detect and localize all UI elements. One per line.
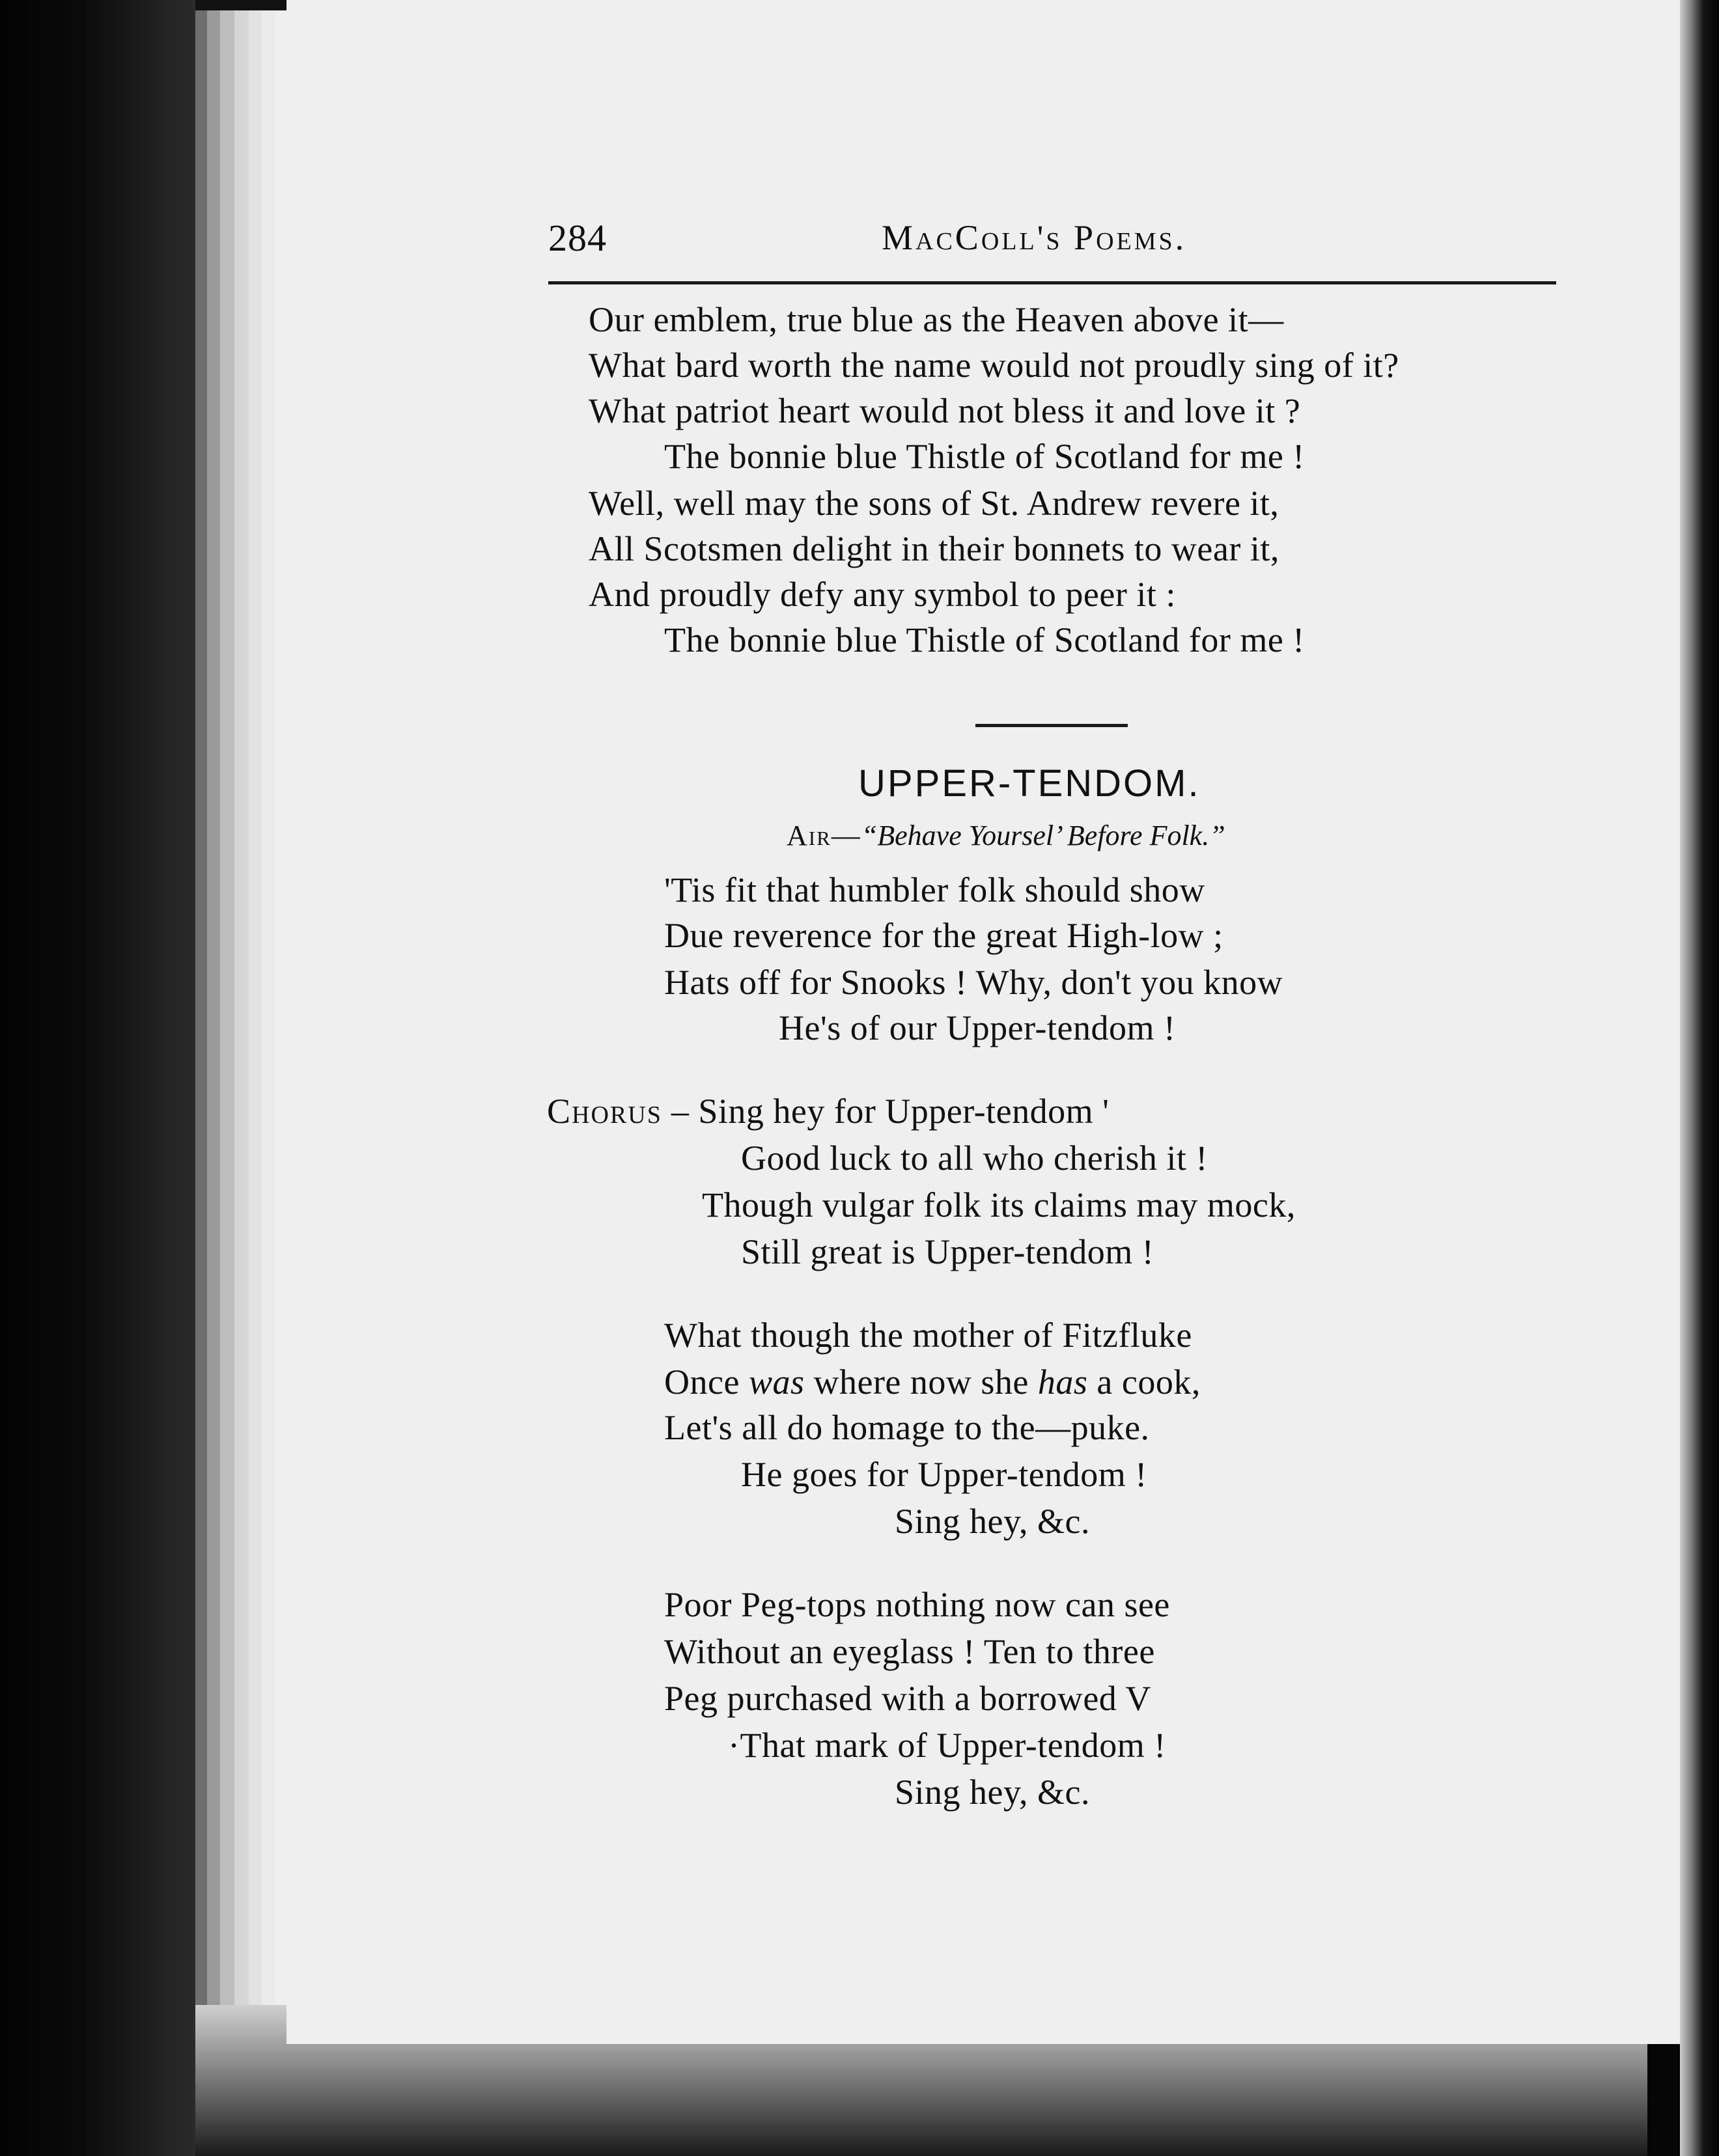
verse-line: Though vulgar folk its claims may mock, [702,1185,1296,1224]
verse-italic: has [1037,1362,1088,1402]
verse-italic: was [748,1362,805,1402]
page-edge [207,0,220,2051]
poem-title: UPPER-TENDOM. [858,762,1201,805]
verse-line: What patriot heart would not bless it and love it ? [589,391,1301,430]
head-rule [548,281,1556,284]
page-number: 284 [548,217,607,259]
verse-line: All Scotsmen delight in their bonnets to wear it, [589,529,1279,568]
verse-line: 'Tis fit that humbler folk should show [664,870,1205,909]
running-head [548,216,1558,271]
verse-line: Well, well may the sons of St. Andrew revere it, [589,484,1279,523]
page-edge [220,0,234,2051]
verse-line: The bonnie blue Thistle of Scotland for me ! [664,437,1305,476]
verse-line: Peg purchased with a borrowed V [664,1679,1151,1718]
section-divider [975,724,1128,727]
verse-line: Without an eyeglass ! Ten to three [664,1632,1155,1671]
page-edge [195,0,207,2051]
running-title: MacColl's Poems. [882,218,1187,257]
verse-fragment: where now she [804,1362,1038,1402]
verse-line: Our emblem, true blue as the Heaven above it— [589,300,1284,339]
verse-line: He goes for Upper-tendom ! [741,1455,1147,1494]
air-title: “Behave Yoursel’ Before Folk.” [861,820,1225,851]
verse-line: Hats off for Snooks ! Why, don't you know [664,963,1283,1002]
verse-fragment: Once [664,1362,749,1402]
verse-line: Due reverence for the great High-low ; [664,916,1223,955]
verse-line: He's of our Upper-tendom ! [779,1008,1176,1047]
verse-line: ·That mark of Upper-tendom ! [728,1726,1166,1765]
refrain-line: Sing hey, &c. [895,1773,1090,1812]
air-line [787,819,1225,852]
page-edge [275,0,286,2051]
verse-line: What though the mother of Fitzfluke [664,1316,1192,1355]
refrain-line: Sing hey, &c. [895,1502,1090,1541]
verse-fragment: a cook, [1087,1362,1201,1402]
air-label: Air— [787,820,861,851]
verse-line: And proudly defy any symbol to peer it : [589,575,1176,614]
chorus-line: Sing hey for Upper-tendom ' [698,1092,1110,1131]
verse-line: What bard worth the name would not proudly sing of it? [589,346,1399,385]
page-edge [262,0,275,2051]
chorus-dash: – [662,1092,699,1131]
scan-border-left [0,0,195,2156]
scan-border-right [1680,0,1719,2156]
page-edge [234,0,249,2051]
verse-line: Poor Peg-tops nothing now can see [664,1585,1170,1624]
verse-line: The bonnie blue Thistle of Scotland for me ! [664,620,1305,659]
verse-line: Still great is Upper-tendom ! [741,1232,1154,1271]
verse-line: Good luck to all who cherish it ! [741,1139,1208,1178]
verse-line [664,1362,1201,1402]
page-edge [249,0,262,2051]
chorus-label: Chorus [547,1092,662,1131]
verse-line: Let's all do homage to the—puke. [664,1408,1150,1447]
chorus-first-line [547,1091,1109,1131]
